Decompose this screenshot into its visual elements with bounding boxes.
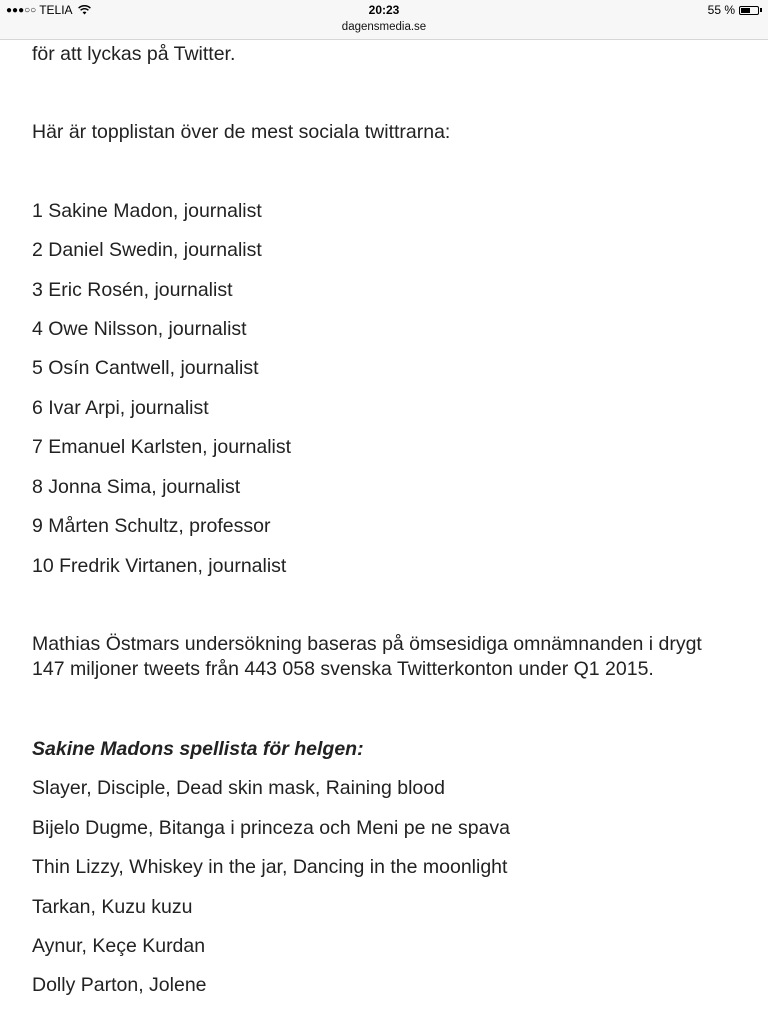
status-right: [708, 3, 762, 17]
ranking-item: 8 Jonna Sima, journalist: [32, 476, 241, 498]
battery-icon: [739, 6, 759, 15]
intro-tail: för att lyckas på Twitter.: [32, 43, 236, 65]
battery-fill: [741, 8, 750, 13]
playlist-heading: Sakine Madons spellista för helgen:: [32, 738, 364, 760]
ranking-item: 10 Fredrik Virtanen, journalist: [32, 555, 287, 577]
ranking-item: 3 Eric Rosén, journalist: [32, 279, 233, 301]
ranking-item: 6 Ivar Arpi, journalist: [32, 397, 209, 419]
playlist-item: Tarkan, Kuzu kuzu: [32, 896, 193, 918]
clock: 20:23: [368, 3, 400, 17]
playlist-item: Bijelo Dugme, Bitanga i princeza och Meni pe ne spava: [32, 817, 511, 839]
address-bar-url[interactable]: dagensmedia.se: [341, 21, 427, 33]
method-line-1: Mathias Östmars undersökning baseras på ömsesidiga omnämnanden i drygt: [32, 633, 702, 655]
carrier-name: TELIA: [39, 3, 73, 17]
ranking-item: 5 Osín Cantwell, journalist: [32, 357, 259, 379]
playlist-item: Slayer, Disciple, Dead skin mask, Raining blood: [32, 777, 445, 799]
playlist-item: Aynur, Keçe Kurdan: [32, 935, 206, 957]
ranking-item: 7 Emanuel Karlsten, journalist: [32, 436, 292, 458]
playlist-item: Thin Lizzy, Whiskey in the jar, Dancing in the moonlight: [32, 856, 508, 878]
status-bar: [0, 0, 768, 40]
playlist-item: Dolly Parton, Jolene: [32, 974, 207, 996]
method-line-2: 147 miljoner tweets från 443 058 svenska Twitterkonton under Q1 2015.: [32, 658, 654, 680]
ranking-item: 9 Mårten Schultz, professor: [32, 515, 271, 537]
battery-tip: [760, 8, 762, 12]
ranking-item: 2 Daniel Swedin, journalist: [32, 239, 262, 261]
signal-icon: ●●●○○: [6, 4, 37, 16]
ranking-item: 4 Owe Nilsson, journalist: [32, 318, 247, 340]
list-heading: Här är topplistan över de mest sociala twittrarna:: [32, 121, 451, 143]
ranking-item: 1 Sakine Madon, journalist: [32, 200, 262, 222]
battery-percentage: 55 %: [707, 3, 735, 17]
